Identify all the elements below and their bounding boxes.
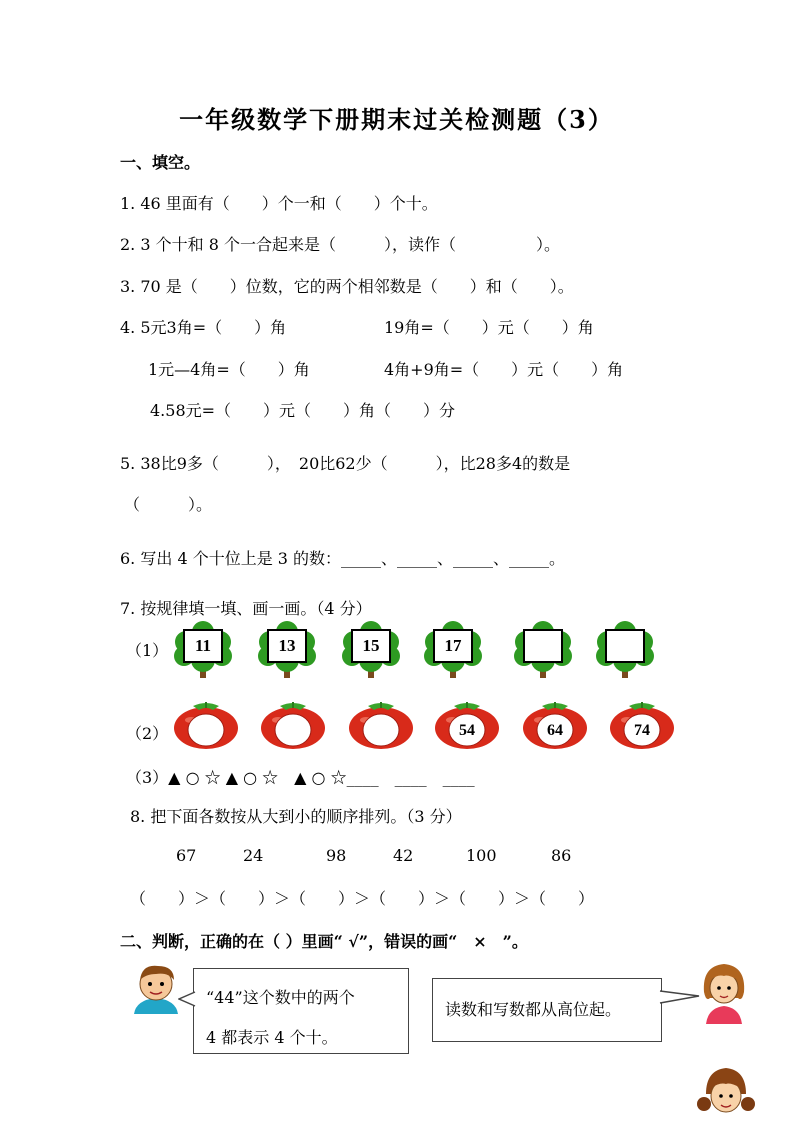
q8-number: 24: [243, 846, 264, 865]
question-8: 8. 把下面各数按从大到小的顺序排列。（3 分）: [130, 807, 462, 826]
q7-part2-label: （2）: [126, 724, 169, 743]
tree-number-box[interactable]: 17: [433, 629, 473, 663]
tree-number-box[interactable]: 13: [267, 629, 307, 663]
tree-card: [256, 620, 318, 682]
tomato-card: [434, 700, 500, 750]
question-5a: 5. 38比9多（ ）， 20比62少（ ），比28多4的数是: [120, 454, 571, 473]
question-3: 3. 70 是（ ）位数，它的两个相邻数是（ ）和（ ）。: [120, 277, 574, 296]
boy-avatar: [128, 958, 184, 1014]
tree-number-box[interactable]: 15: [351, 629, 391, 663]
question-4c: 1元—4角=（ ）角: [148, 360, 310, 379]
tomato-number[interactable]: 64: [547, 722, 563, 739]
tomato-icon: [173, 700, 239, 750]
question-7: 7. 按规律填一填、画一画。（4 分）: [120, 599, 372, 618]
tree-card: [172, 620, 234, 682]
tomato-card: [522, 700, 588, 750]
tomato-card: [348, 700, 414, 750]
tomato-number[interactable]: 54: [459, 722, 475, 739]
bubble-pointer-right: [659, 988, 701, 1008]
tomato-number[interactable]: 74: [634, 722, 650, 739]
bubble-girl-text: 读数和写数都从高位起。: [445, 1000, 622, 1019]
tree-card: [512, 620, 574, 682]
q7-part1-label: （1）: [126, 641, 169, 660]
section-true-false: 二、判断，正确的在（ ）里画“ √”，错误的画“ × ”。: [120, 932, 528, 951]
question-4a: 4. 5元3角=（ ）角: [120, 318, 287, 337]
speech-bubble-girl: [432, 978, 662, 1042]
question-2: 2. 3 个十和 8 个一合起来是（ ），读作（ ）。: [120, 235, 560, 254]
question-4e: 4.58元=（ ）元（ ）角（ ）分: [150, 401, 456, 420]
q7-part3-shape-sequence: （3）▲ ○ ☆ ▲ ○ ☆ ▲ ○ ☆____ ____ ____: [126, 768, 475, 787]
question-4b: 19角=（ ）元（ ）角: [384, 318, 594, 337]
question-4d: 4角+9角=（ ）元（ ）角: [384, 360, 624, 379]
q8-number: 67: [176, 846, 197, 865]
question-6: 6. 写出 4 个十位上是 3 的数：_____、_____、_____、_____。: [120, 549, 566, 568]
tree-number-box[interactable]: [523, 629, 563, 663]
q8-number: 86: [551, 846, 572, 865]
bubble-boy-line-2: 4 都表示 4 个十。: [206, 1028, 338, 1047]
q8-number: 42: [393, 846, 414, 865]
page-title: 一年级数学下册期末过关检测题（3）: [179, 105, 614, 134]
q8-number: 98: [326, 846, 347, 865]
q8-number: 100: [466, 846, 497, 865]
tomato-card: [609, 700, 675, 750]
tree-card: [594, 620, 656, 682]
tomato-icon: [260, 700, 326, 750]
tree-card: [422, 620, 484, 682]
tomato-card: [173, 700, 239, 750]
section-fill-blanks: 一、填空。: [120, 153, 201, 172]
girl-avatar: [698, 958, 750, 1024]
tomato-icon: [348, 700, 414, 750]
tomato-card: [260, 700, 326, 750]
bubble-pointer-left: [178, 990, 196, 1008]
q8-answer-row: （ ）＞（ ）＞（ ）＞（ ）＞（ ）＞（ ）: [130, 889, 595, 908]
tree-number-box[interactable]: [605, 629, 645, 663]
girl-with-pigtails-avatar: [696, 1064, 756, 1122]
bubble-boy-line-1: “44”这个数中的两个: [206, 988, 355, 1007]
question-5b: （ ）。: [124, 495, 213, 514]
tree-number-box[interactable]: 11: [183, 629, 223, 663]
speech-bubble-boy: [193, 968, 409, 1054]
question-1: 1. 46 里面有（ ）个一和（ ）个十。: [120, 194, 438, 213]
tree-card: [340, 620, 402, 682]
